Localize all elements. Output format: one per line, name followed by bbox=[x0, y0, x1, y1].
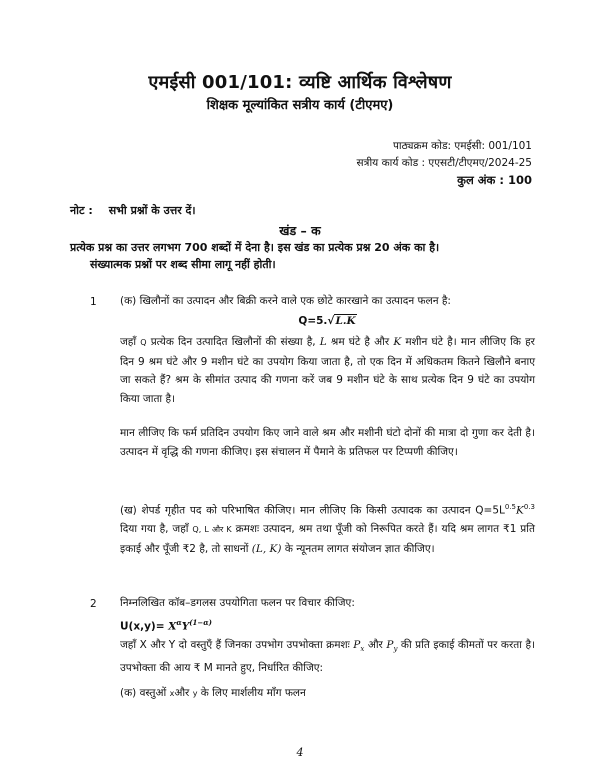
section-instruction-1: प्रत्येक प्रश्न का उत्तर लगभग 700 शब्दों में देना है। इस खंड का प्रत्येक प्रश्न 20 अंक का है। bbox=[70, 241, 440, 254]
q2-part-a: (क) वस्तुओं xऔर y के लिए मार्शलीय माँग फलन bbox=[120, 687, 306, 699]
q1-paragraph-1: जहाँ Q प्रत्येक दिन उत्पादित खिलौनों की संख्या है, L श्रम घंटे है और K मशीन घंटे है। मान लीजिए कि हर दिन 9 श्रम घंटे और 9 मशीन घंटे का उपयोग किया जाता है, तो एक दिन में अधिकतम कितने खिलौने बनाए जा सकते हैं? श्रम के सीमांत उत्पाद की गणना करें जब 9 मशीन घंटे के साथ प्रत्येक दिन 9 घंटे का उपयोग किया जाता है। bbox=[120, 336, 535, 405]
section-instruction-2: संख्यात्मक प्रश्नों पर शब्द सीमा लागू नहीं होती। bbox=[90, 258, 276, 271]
q2-intro: निम्नलिखित कॉब–डगलस उपयोगिता फलन पर विचार कीजिए: bbox=[120, 597, 355, 609]
question-1-number: 1 bbox=[90, 296, 97, 308]
total-marks: कुल अंक : 100 bbox=[457, 173, 532, 187]
q1-production-function: Q=5.√L.K bbox=[298, 315, 356, 327]
note-text: सभी प्रश्नों के उत्तर दें। bbox=[108, 204, 196, 217]
page-number: 4 bbox=[296, 746, 304, 759]
note-label: नोट : bbox=[70, 204, 93, 217]
question-2-number: 2 bbox=[90, 598, 97, 610]
q1-part-b: (ख) शेपर्ड गृहीत पद को परिभाषित कीजिए। मान लीजिए कि किसी उत्पादक का उत्पादन $Q=5L^{0.5}K^{0.3}$ दिया गया है, जहाँ Q, L और K क्रमशः उत्पादन, श्रम तथा पूँजी को निरूपित करते हैं। यदि श्रम लागत ₹1 प्रति इकाई और पूँजी ₹2 है, तो साधनों (L, K) के न्यूनतम लागत संयोजन ज्ञात कीजिए। bbox=[120, 503, 535, 555]
q2-paragraph-1: जहाँ X और Y दो वस्तुएँ हैं जिनका उपभोग उपभोक्ता क्रमशः $P_x$ और $P_y$ की प्रति इकाई कीमतों पर करता है। उपभोक्ता की आय ₹ M मानते हुए, निर्धारित कीजिए: bbox=[120, 639, 536, 674]
course-code: पाठ्यक्रम कोड: एमईसी: 001/101 bbox=[392, 140, 532, 152]
q1-paragraph-2: मान लीजिए कि फर्म प्रतिदिन उपयोग किए जाने वाले श्रम और मशीनी घंटो दोनों की मात्रा दो गुणा कर देती है। उत्पादन में वृद्धि की गणना कीजिए। इस संचालन में पैमाने के प्रतिफल पर टिप्पणी कीजिए। bbox=[120, 427, 535, 458]
document-subtitle: शिक्षक मूल्यांकित सत्रीय कार्य (टीएमए) bbox=[206, 98, 394, 113]
note bbox=[70, 203, 196, 218]
assignment-code: सत्रीय कार्य कोड : एएसटी/टीएमए/2024-25 bbox=[356, 157, 532, 169]
section-title: खंड – क bbox=[279, 223, 321, 238]
q1-part-a-intro: (क) खिलौनों का उत्पादन और बिक्री करने वाले एक छोटे कारखाने का उत्पादन फलन है: bbox=[120, 295, 451, 307]
document-title: एमईसी 001/101: व्यष्टि आर्थिक विश्लेषण bbox=[148, 72, 452, 93]
q2-utility-function: $U(x,y)= X^\alpha Y^{(1-\alpha)}$ bbox=[120, 618, 212, 633]
